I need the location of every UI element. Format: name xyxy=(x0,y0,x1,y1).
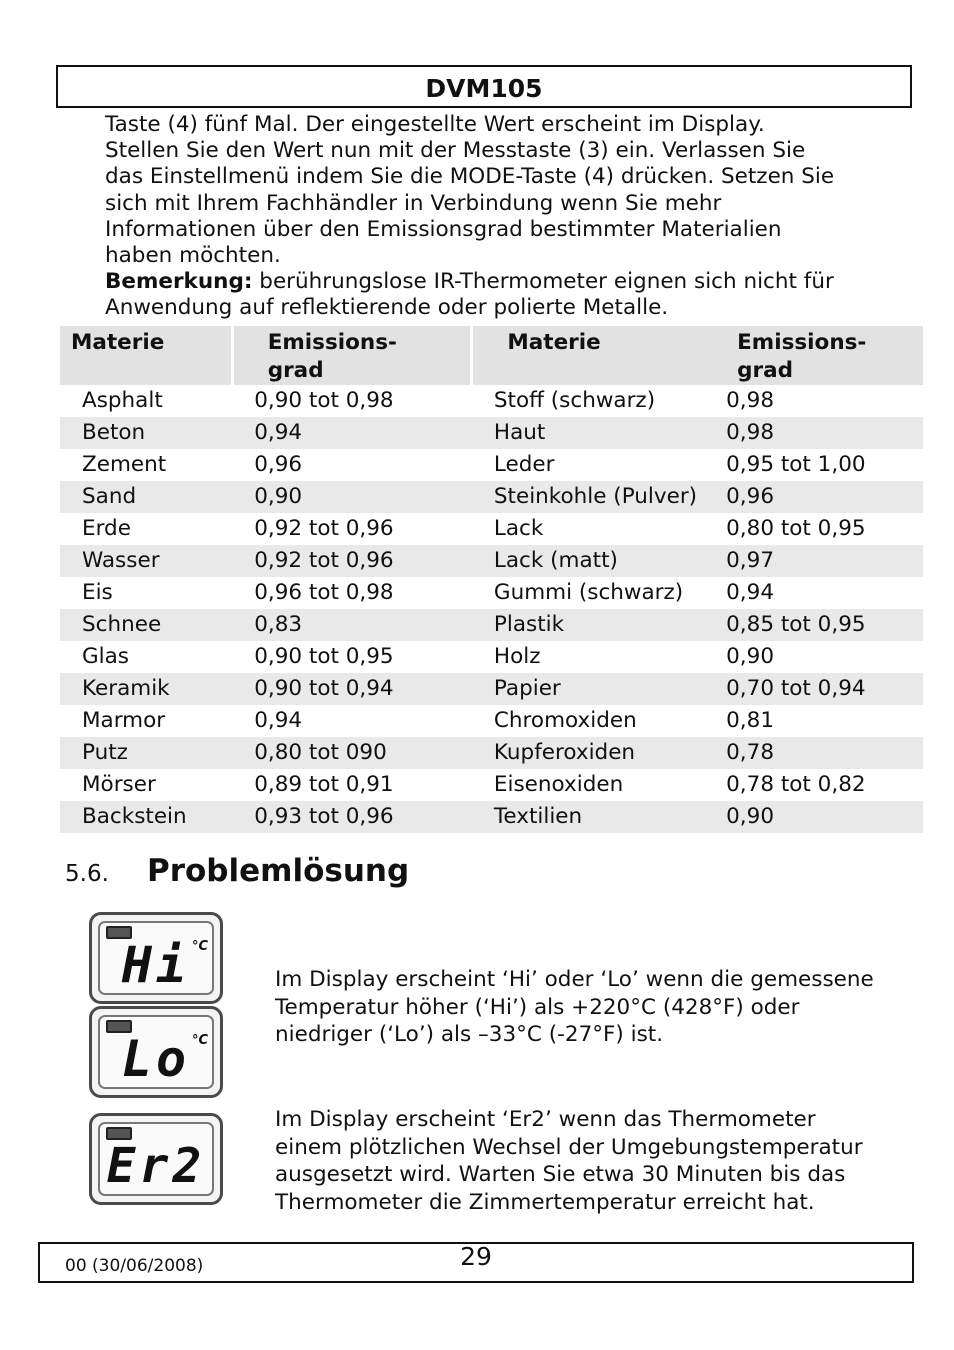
emissivity-cell: 0,96 xyxy=(715,481,923,513)
table-row xyxy=(60,417,923,449)
material-cell: Asphalt xyxy=(82,388,163,413)
table-row xyxy=(60,513,923,545)
material-cell: Glas xyxy=(82,644,130,669)
lcd-display-er2 xyxy=(89,1113,223,1205)
material-cell: Plastik xyxy=(472,609,715,641)
material-cell: Steinkohle (Pulver) xyxy=(472,481,715,513)
emissivity-cell: 0,98 xyxy=(726,388,774,413)
material-cell: Lack xyxy=(493,516,544,541)
lcd-readout: Lo xyxy=(121,1030,191,1088)
table-row xyxy=(60,545,923,577)
emissivity-cell: 0,90 xyxy=(715,801,923,833)
hi-lo-description xyxy=(275,966,915,1049)
text-line: einem plötzlichen Wechsel der Umgebungstemperatur xyxy=(275,1134,863,1160)
emissivity-cell: 0,97 xyxy=(715,545,923,577)
emissivity-cell: 0,94 xyxy=(726,580,774,605)
note-line xyxy=(105,269,905,295)
intro-line: haben möchten. xyxy=(105,243,281,269)
material-cell: Textilien xyxy=(472,801,715,833)
column-header-emissivity: Emissions- grad xyxy=(232,326,472,385)
emissivity-cell: 0,85 tot 0,95 xyxy=(715,609,923,641)
note-label: Bemerkung: xyxy=(105,269,253,295)
er2-description xyxy=(275,1106,915,1216)
material-cell: Haut xyxy=(472,417,715,449)
material-cell: Zement xyxy=(82,452,167,477)
material-cell: Keramik xyxy=(60,673,232,705)
emissivity-table xyxy=(60,326,923,833)
column-header-emissivity: Emissions- grad xyxy=(715,326,923,385)
emissivity-cell: 0,94 xyxy=(232,417,472,449)
table-row xyxy=(60,609,923,641)
celsius-unit: °C xyxy=(191,1033,208,1048)
text-line: niedriger (‘Lo’) als –33°C (-27°F) ist. xyxy=(275,1022,664,1047)
emissivity-cell: 0,90 tot 0,94 xyxy=(232,673,472,705)
emissivity-cell: 0,93 tot 0,96 xyxy=(232,801,472,833)
table-row xyxy=(60,481,923,513)
text-line: Im Display erscheint ‘Hi’ oder ‘Lo’ wenn die gemessene xyxy=(275,967,874,992)
table-row xyxy=(60,577,923,609)
emissivity-cell: 0,92 tot 0,96 xyxy=(254,516,394,541)
section-heading xyxy=(65,853,409,889)
note-text: berührungslose IR-Thermometer eignen sich nicht für xyxy=(252,269,834,295)
emissivity-cell: 0,94 xyxy=(254,708,303,733)
emissivity-cell: 0,78 xyxy=(715,737,923,769)
lcd-readout: Hi xyxy=(121,936,191,994)
emissivity-cell: 0,90 tot 0,95 xyxy=(254,644,394,669)
material-cell: Sand xyxy=(60,481,232,513)
emissivity-cell: 0,89 tot 0,91 xyxy=(254,772,394,797)
lcd-readout: Er2 xyxy=(106,1138,206,1194)
document-header xyxy=(56,65,912,108)
material-cell: Eis xyxy=(82,580,113,605)
material-cell: Lack (matt) xyxy=(472,545,715,577)
table-row xyxy=(60,673,923,705)
emissivity-cell: 0,81 xyxy=(726,708,774,733)
emissivity-cell: 0,80 tot 0,95 xyxy=(726,516,866,541)
emissivity-cell: 0,96 xyxy=(254,452,303,477)
text-line: Thermometer die Zimmertemperatur erreicht hat. xyxy=(275,1189,815,1215)
table-row xyxy=(60,737,923,769)
column-header-material: Materie xyxy=(60,326,232,385)
material-cell: Erde xyxy=(82,516,131,541)
material-cell: Papier xyxy=(472,673,715,705)
intro-text xyxy=(105,112,905,322)
material-cell: Leder xyxy=(493,452,555,477)
lcd-display-lo xyxy=(89,1006,223,1098)
text-line: ausgesetzt wird. Warten Sie etwa 30 Minuten bis das xyxy=(275,1162,846,1187)
intro-line: Taste (4) fünf Mal. Der eingestellte Wert erscheint im Display. xyxy=(105,112,765,137)
material-cell: Beton xyxy=(60,417,232,449)
material-cell: Holz xyxy=(493,644,541,669)
material-cell: Chromoxiden xyxy=(493,708,637,733)
emissivity-cell: 0,90 xyxy=(232,481,472,513)
material-cell: Wasser xyxy=(60,545,232,577)
emissivity-cell: 0,95 tot 1,00 xyxy=(726,452,866,477)
intro-line: das Einstellmenü indem Sie die MODE-Taste (4) drücken. Setzen Sie xyxy=(105,164,835,190)
intro-line: Stellen Sie den Wert nun mit der Messtaste (3) ein. Verlassen Sie xyxy=(105,138,806,164)
column-header-material: Materie xyxy=(472,326,715,385)
material-cell: Backstein xyxy=(60,801,232,833)
emissivity-cell: 0,80 tot 090 xyxy=(232,737,472,769)
table-row xyxy=(60,385,923,417)
table-row xyxy=(60,705,923,737)
intro-line: Informationen über den Emissionsgrad bestimmter Materialien xyxy=(105,216,782,242)
emissivity-cell: 0,90 tot 0,98 xyxy=(254,388,394,413)
table-row xyxy=(60,769,923,801)
document-footer xyxy=(38,1242,914,1283)
material-cell: Eisenoxiden xyxy=(493,772,624,797)
emissivity-cell: 0,92 tot 0,96 xyxy=(232,545,472,577)
emissivity-cell: 0,78 tot 0,82 xyxy=(726,772,866,797)
celsius-unit: °C xyxy=(191,939,208,954)
emissivity-cell: 0,96 tot 0,98 xyxy=(254,580,394,605)
material-cell: Putz xyxy=(60,737,232,769)
section-title: Problemlösung xyxy=(147,853,410,889)
material-cell: Schnee xyxy=(60,609,232,641)
emissivity-cell: 0,83 xyxy=(232,609,472,641)
material-cell: Gummi (schwarz) xyxy=(493,580,684,605)
table-body xyxy=(60,385,923,833)
lcd-display-hi xyxy=(89,912,223,1004)
material-cell: Marmor xyxy=(82,708,166,733)
version-date: 00 (30/06/2008) xyxy=(65,1256,204,1276)
page-number: 29 xyxy=(460,1242,492,1271)
material-cell: Kupferoxiden xyxy=(472,737,715,769)
emissivity-cell: 0,98 xyxy=(715,417,923,449)
emissivity-cell: 0,90 xyxy=(726,644,774,669)
section-number: 5.6. xyxy=(65,861,109,887)
text-line: Im Display erscheint ‘Er2’ wenn das Thermometer xyxy=(275,1107,816,1132)
text-line: Temperatur höher (‘Hi’) als +220°C (428°F) oder xyxy=(275,994,800,1020)
table-row xyxy=(60,801,923,833)
table-header-row xyxy=(60,326,923,385)
emissivity-cell: 0,70 tot 0,94 xyxy=(715,673,923,705)
table-row xyxy=(60,641,923,673)
header-title: DVM105 xyxy=(425,74,543,103)
material-cell: Stoff (schwarz) xyxy=(493,388,656,413)
material-cell: Mörser xyxy=(82,772,156,797)
intro-line: sich mit Ihrem Fachhändler in Verbindung wenn Sie mehr xyxy=(105,190,722,216)
table-row xyxy=(60,449,923,481)
note-line: Anwendung auf reflektierende oder polierte Metalle. xyxy=(105,295,669,321)
